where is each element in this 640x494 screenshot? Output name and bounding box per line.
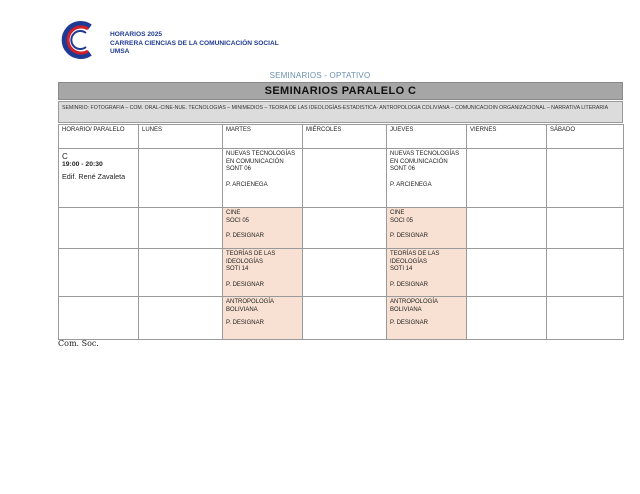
header-text [110, 31, 279, 57]
cell-lunes [139, 208, 223, 249]
header-lunes: LUNES [139, 125, 223, 149]
table-row [59, 149, 624, 208]
time-label: 19:00 - 20:30 [62, 160, 103, 168]
course-name: CINE [226, 210, 241, 216]
building-label: Edif. René Zavaleta [62, 172, 126, 181]
header-career: CARRERA CIENCIAS DE LA COMUNICACIÓN SOCIAL [110, 39, 279, 47]
course-name: NUEVAS TECNOLOGÍAS EN COMUNICACIÓN [390, 151, 460, 165]
cell-sabado [547, 208, 624, 249]
course-name: ANTROPOLOGÍA BOLIVIANA [226, 299, 274, 313]
cell-jueves [387, 149, 467, 208]
course-teacher: P. DESIGNAR [226, 281, 264, 288]
footer-note: Com. Soc. [58, 339, 99, 348]
table-row [59, 208, 624, 249]
table-header-row [59, 125, 624, 149]
horario-cell [59, 149, 139, 208]
header-horario: HORARIO/ PARALELO [59, 125, 139, 149]
course-name: ANTROPOLOGÍA BOLIVIANA [390, 299, 438, 313]
course-teacher: P. DESIGNAR [390, 233, 428, 239]
cell-martes [223, 149, 303, 208]
course-name: NUEVAS TECNOLOGÍAS EN COMUNICACIÓN [226, 151, 296, 165]
cell-viernes [467, 149, 547, 208]
horario-cell [59, 249, 139, 297]
course-teacher: P. ARCIENEGA [390, 181, 432, 188]
course-code: SOCI 05 [226, 217, 250, 224]
cell-miercoles [303, 249, 387, 297]
course-teacher: P. ARCIENEGA [226, 181, 268, 188]
course-teacher: P. DESIGNAR [390, 320, 428, 326]
course-name: TEORÍAS DE LAS IDEOLOGÍAS [390, 251, 440, 265]
header-viernes: VIERNES [467, 125, 547, 149]
header-martes: MARTES [223, 125, 303, 149]
cell-lunes [139, 149, 223, 208]
cell-martes [223, 249, 303, 297]
cell-lunes [139, 297, 223, 340]
header-sabado: SÁBADO [547, 125, 624, 149]
page-title-banner: SEMINARIOS PARALELO C [58, 82, 623, 100]
header-year: HORARIOS 2025 [110, 31, 163, 38]
course-code: SOCI 05 [390, 217, 414, 224]
cell-sabado [547, 249, 624, 297]
cell-jueves [387, 208, 467, 249]
course-code: SOTI 14 [390, 266, 413, 272]
horario-cell [59, 297, 139, 340]
cell-miercoles [303, 149, 387, 208]
cell-viernes [467, 297, 547, 340]
course-teacher: P. DESIGNAR [226, 233, 264, 239]
cell-miercoles [303, 208, 387, 249]
cell-jueves [387, 297, 467, 340]
cell-sabado [547, 297, 624, 340]
cell-jueves [387, 249, 467, 297]
table-row [59, 249, 624, 297]
umsa-c-logo-icon [60, 20, 100, 60]
header-miercoles: MIÉRCOLES [303, 125, 387, 149]
course-name: TEORÍAS DE LAS IDEOLOGÍAS [226, 251, 276, 265]
paralelo-label: C [62, 152, 68, 161]
seminar-description: SEMINRIO: FOTOGRAFIA – COM. ORAL-CINE-NUE. TECNOLOGIAS – MINIMEDIOS – TEORIA DE LAS IDEOLOGÍAS-ESTADISTICA- ANTROPOLOGIA COLIVIANA – COMUNICACIOIN ORGANIZACIONAL – NARRATIVA LITERARIA [58, 101, 623, 123]
course-name: CINE [390, 210, 405, 216]
cell-martes [223, 208, 303, 249]
cell-martes [223, 297, 303, 340]
horario-cell [59, 208, 139, 249]
cell-miercoles [303, 297, 387, 340]
cell-viernes [467, 249, 547, 297]
cell-lunes [139, 249, 223, 297]
header-jueves: JUEVES [387, 125, 467, 149]
course-code: SONT 06 [390, 166, 415, 172]
table-row [59, 297, 624, 340]
header-university: UMSA [110, 48, 130, 56]
course-teacher: P. DESIGNAR [390, 281, 428, 288]
course-code: SONT 06 [226, 166, 251, 172]
course-code: SOTI 14 [226, 266, 249, 272]
page-subtitle: SEMINARIOS - OPTATIVO [269, 71, 371, 80]
cell-viernes [467, 208, 547, 249]
cell-sabado [547, 149, 624, 208]
course-teacher: P. DESIGNAR [226, 320, 264, 326]
schedule-table [58, 124, 624, 340]
